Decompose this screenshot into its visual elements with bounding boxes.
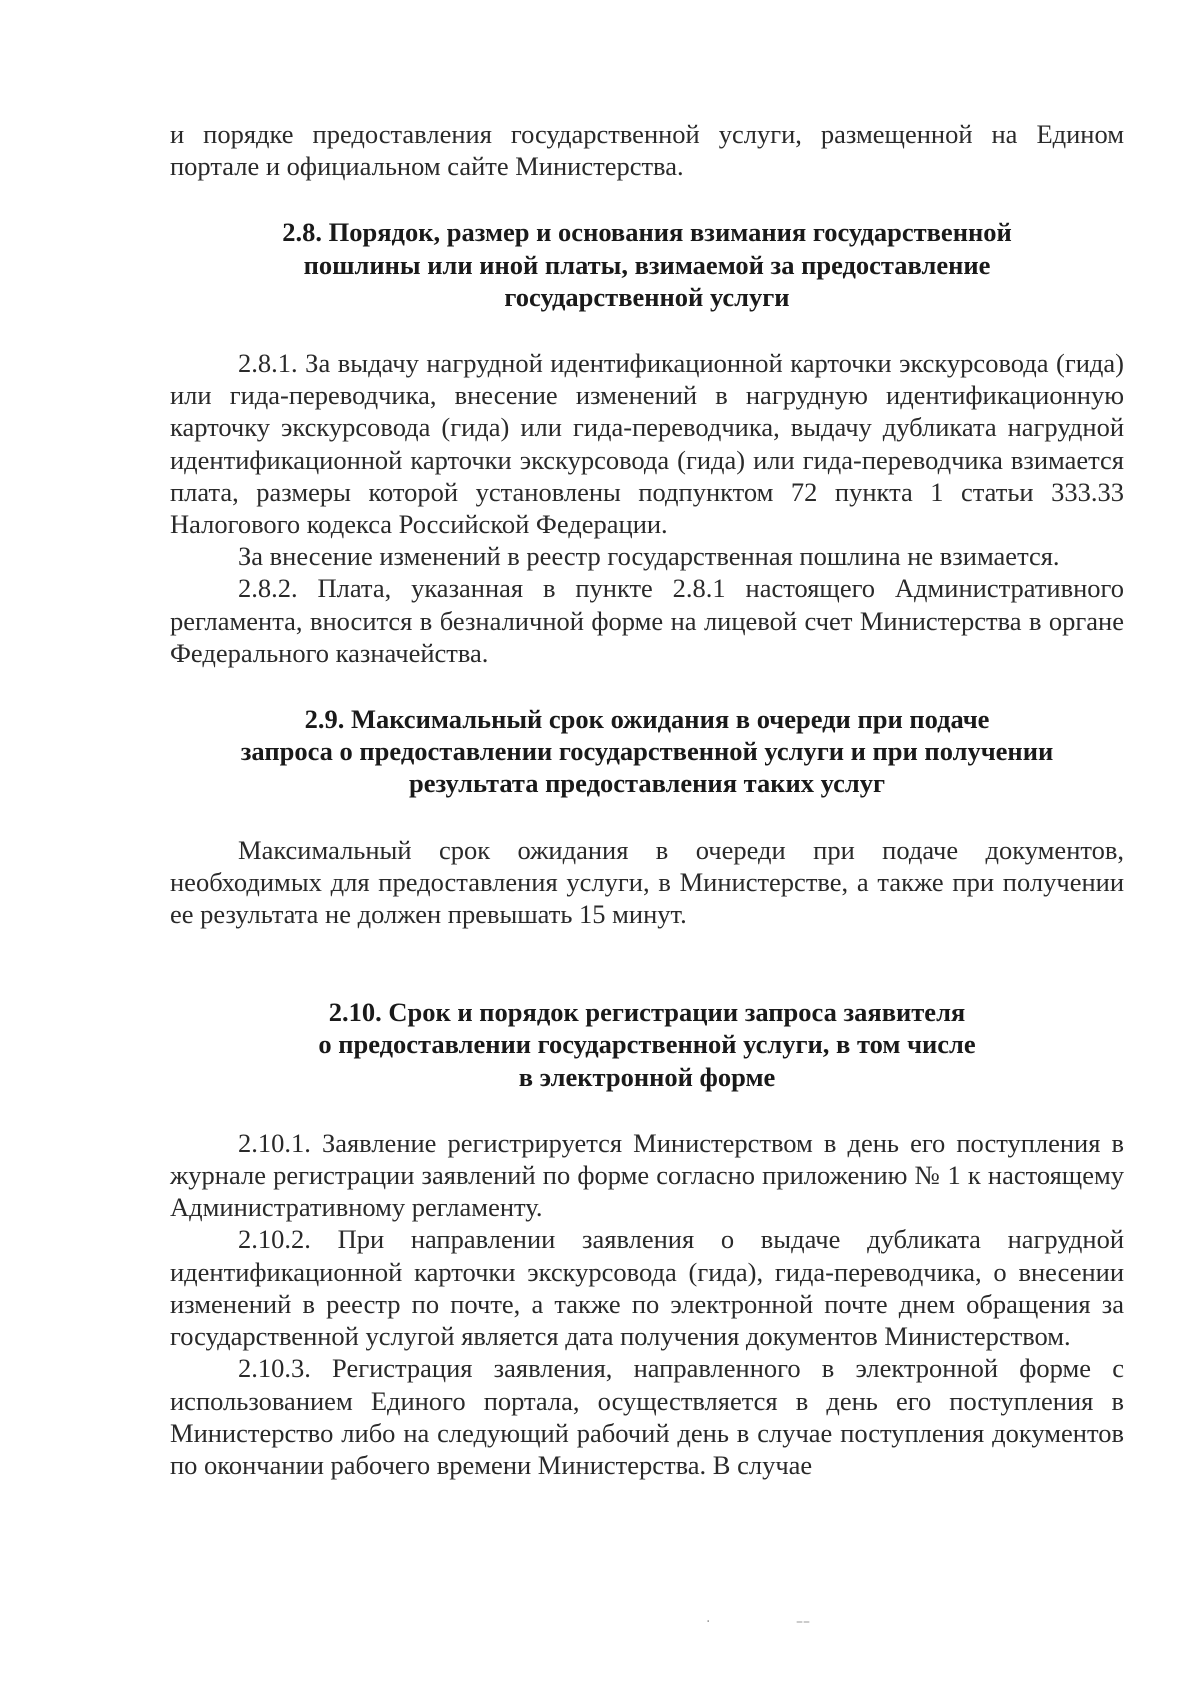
heading-line: 2.9. Максимальный срок ожидания в очереди при подаче: [304, 704, 990, 735]
paragraph-2-10-3: 2.10.3. Регистрация заявления, направленного в электронной форме с использованием Единого портала, осуществляется в день его поступления в Министерство либо на следующий рабочий день в случае поступления документов по окончании рабочего времени Министерства. В случае: [170, 1353, 1124, 1480]
paragraph-2-10-1: 2.10.1. Заявление регистрируется Министерством в день его поступления в журнале регистрации заявлений по форме согласно приложению № 1 к настоящему Административному регламенту.: [170, 1127, 1124, 1223]
heading-line: результата предоставления таких услуг: [408, 768, 886, 799]
paragraph-2-8-1: 2.8.1. За выдачу нагрудной идентификационной карточки экскурсовода (гида) или гида-переводчика, внесение изменений в нагрудную идентификационную карточку экскурсовода (гида) или гида-переводчика, выдачу дубликата нагрудной идентификационной карточки экскурсовода (гида) или гида-переводчика взимается плата, размеры которой установлены подпунктом 72 пункта 1 статьи 333.33 Налогового кодекса Российской Федерации.: [170, 348, 1124, 540]
scan-speck: ––: [796, 1614, 810, 1630]
heading-line: в электронной форме: [518, 1061, 776, 1092]
heading-line: 2.8. Порядок, размер и основания взимания государственной: [282, 217, 1012, 248]
document-page: [170, 118, 1124, 1481]
section-2-8-heading: [170, 216, 1124, 313]
heading-line: 2.10. Срок и порядок регистрации запроса заявителя: [328, 997, 966, 1028]
heading-line: пошлины или иной платы, взимаемой за предоставление: [303, 249, 991, 280]
heading-line: о предоставлении государственной услуги, в том числе: [318, 1029, 976, 1060]
scan-speck: ·: [706, 1614, 711, 1630]
section-2-10-heading: [170, 996, 1124, 1093]
section-2-9-heading: [170, 703, 1124, 800]
intro-paragraph: и порядке предоставления государственной услуги, размещенной на Едином портале и официальном сайте Министерства.: [170, 119, 1124, 182]
paragraph-2-9-1: Максимальный срок ожидания в очереди при подаче документов, необходимых для предоставления услуги, в Министерстве, а также при получении ее результата не должен превышать 15 минут.: [170, 834, 1124, 930]
heading-line: запроса о предоставлении государственной услуги и при получении: [240, 736, 1054, 767]
paragraph-2-8-duty: За внесение изменений в реестр государственная пошлина не взимается.: [238, 541, 1060, 572]
paragraph-2-8-2: 2.8.2. Плата, указанная в пункте 2.8.1 настоящего Административного регламента, вносится в безналичной форме на лицевой счет Министерства в органе Федерального казначейства.: [170, 573, 1124, 668]
heading-line: государственной услуги: [504, 281, 790, 312]
paragraph-2-10-2: 2.10.2. При направлении заявления о выдаче дубликата нагрудной идентификационной карточки экскурсовода (гида), гида-переводчика, о внесении изменений в реестр по почте, а также по электронной почте днем обращения за государственной услугой является дата получения документов Министерством.: [170, 1224, 1124, 1352]
